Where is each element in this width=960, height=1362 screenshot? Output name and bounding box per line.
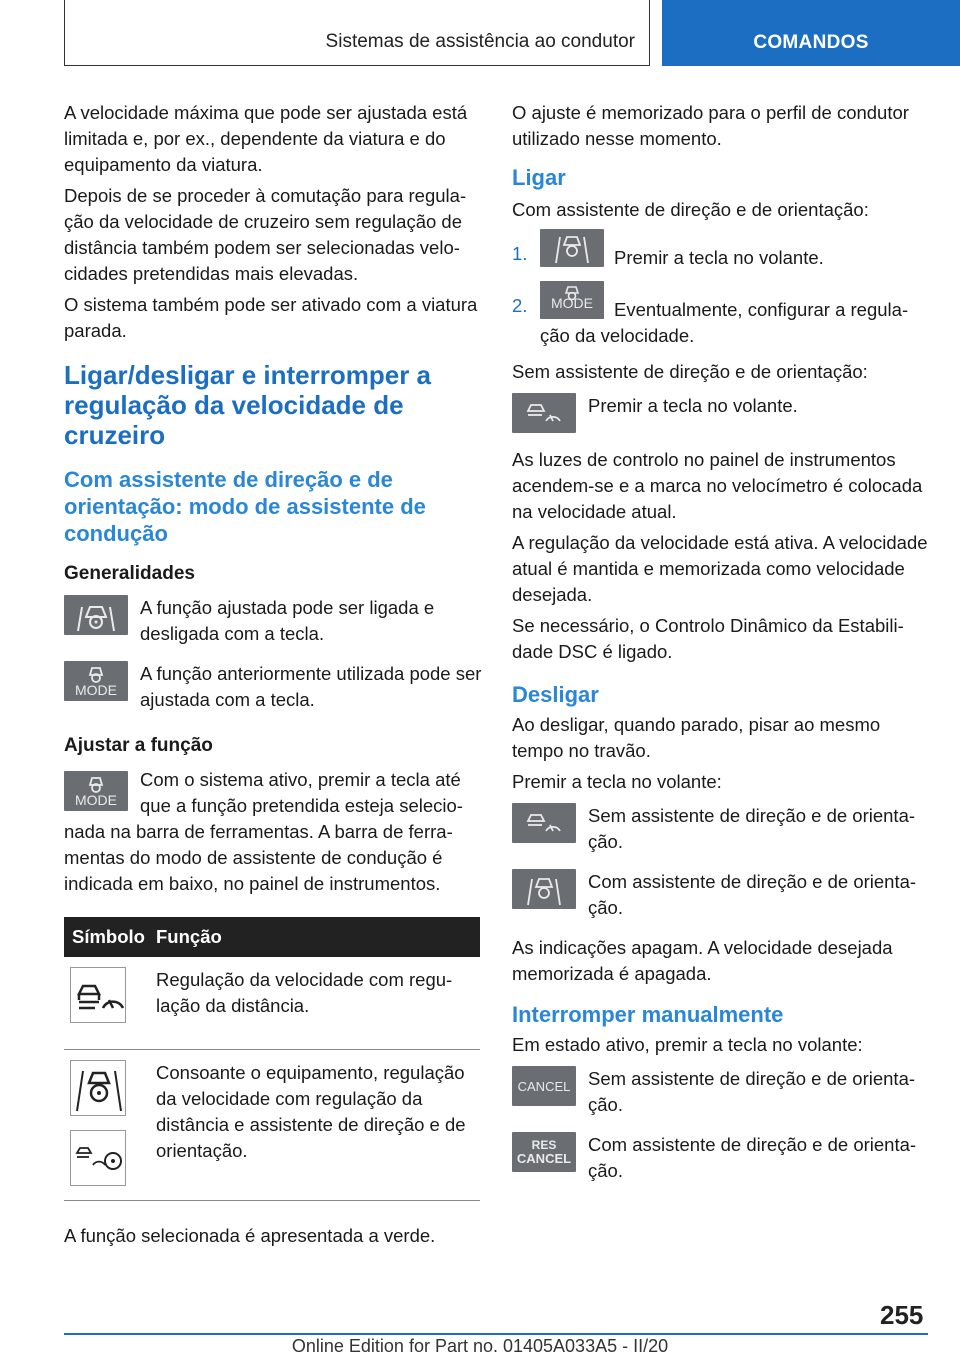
step-item: [512, 229, 928, 271]
interrupt-text: Com assistente de direção e de orientação.: [588, 1134, 917, 1181]
res-cancel-button-icon: [512, 1132, 576, 1172]
paragraph: As indicações apagam. A velocidade desejada memorizada é apagada.: [512, 937, 893, 984]
paragraph: Sem assistente de direção e de orientação:: [512, 361, 868, 382]
heading-adjust: Ajustar a função: [64, 735, 213, 756]
paragraph: O ajuste é memorizado para o perfil de condutor utilizado nesse momento.: [512, 102, 909, 149]
mode-label: MODE: [551, 295, 593, 311]
step-number: 1.: [512, 243, 528, 264]
distance-cruise-symbol-icon: [70, 967, 126, 1023]
paragraph: As luzes de controlo no painel de instrumentos acendem-se e a marca no velocímetro é colocada na velocidade atual.: [512, 449, 923, 522]
off-text: Com assistente de direção e de orientação.: [588, 871, 917, 918]
step-text: Eventualmente, configurar a regulação da velocidade.: [540, 299, 909, 346]
paragraph: A regulação da velocidade está ativa. A velocidade atual é mantida e memorizada como velocidade desejada.: [512, 532, 928, 605]
left-column: [64, 100, 482, 1254]
paragraph: A velocidade máxima que pode ser ajustada está limitada e, por ex., dependente da viatura e do equipamento da viatura.: [64, 102, 468, 175]
paragraph: Ao desligar, quando parado, pisar ao mesmo tempo no travão.: [512, 714, 881, 761]
interrupt-with-item: [512, 1132, 928, 1184]
assist-button-icon: [512, 869, 576, 909]
right-column: [512, 100, 928, 1198]
table-header: [64, 917, 480, 957]
cancel-button-icon: [512, 1066, 576, 1106]
paragraph: Em estado ativo, premir a tecla no volante:: [512, 1034, 863, 1055]
chapter-title: COMANDOS: [753, 32, 869, 53]
step-item: [512, 281, 928, 349]
off-text: Sem assistente de direção e de orientação.: [588, 805, 916, 852]
table-row: [64, 957, 480, 1050]
interrupt-text: Sem assistente de direção e de orientação.: [588, 1068, 916, 1115]
table-row: [64, 1050, 480, 1201]
mode-label: MODE: [75, 792, 117, 808]
paragraph: Com assistente de direção e de orientação:: [512, 199, 869, 220]
heading-on: Ligar: [512, 165, 566, 190]
assist-button-icon: [540, 229, 604, 267]
distance-cruise-button-icon: [512, 803, 576, 843]
off-without-item: [512, 803, 928, 855]
header-section: [64, 0, 650, 66]
on-steps: [512, 229, 928, 349]
adjust-text: Com o sistema ativo, premir a tecla até que a função pretendida esteja selecionada na barra de ferramentas. A barra de ferramentas do modo de assistente de condução é indicada em baixo, no painel de instrumentos.: [64, 769, 463, 894]
mode-button-icon: [64, 771, 128, 811]
section-title: Sistemas de assistência ao condutor: [325, 31, 635, 52]
step-number: 2.: [512, 295, 528, 316]
paragraph: Se necessário, o Controlo Dinâmico da Estabilidade DSC é ligado.: [512, 615, 904, 662]
paragraph: Premir a tecla no volante:: [512, 771, 722, 792]
function-table: [64, 917, 480, 1201]
heading-interrupt: Interromper manualmente: [512, 1002, 784, 1027]
adjust-block: [64, 767, 482, 897]
general-text: A função anteriormente utilizada pode ser ajustada com a tecla.: [140, 663, 482, 710]
function-text: Regulação da velocidade com regulação da distância.: [156, 969, 453, 1016]
assist-button-icon: [64, 595, 128, 635]
step-text: Premir a tecla no volante.: [614, 247, 824, 268]
footer-rule: [862, 1333, 928, 1335]
step-text: Premir a tecla no volante.: [588, 395, 798, 416]
interrupt-without-item: [512, 1066, 928, 1118]
section-heading: Ligar/desligar e interromper a regulação da velocidade de cruzeiro: [64, 360, 432, 450]
heading-off: Desligar: [512, 682, 599, 707]
general-item-mode: [64, 661, 482, 713]
on-without-item: [512, 393, 928, 433]
mode-label: MODE: [75, 682, 117, 698]
distance-cruise-button-icon: [512, 393, 576, 433]
general-text: A função ajustada pode ser ligada e desligada com a tecla.: [140, 597, 435, 644]
header-function: Função: [156, 926, 222, 947]
steering-wheel-symbol-icon: [70, 1130, 126, 1186]
steering-assist-symbol-icon: [70, 1060, 126, 1116]
function-text: Consoante o equipamento, regulação da velocidade com regulação da distância e assistente de direção e de orientação.: [156, 1062, 466, 1161]
cancel-label: CANCEL: [517, 1078, 571, 1094]
paragraph: O sistema também pode ser ativado com a viatura parada.: [64, 294, 478, 341]
header-symbol: Símbolo: [72, 926, 145, 947]
general-item-assist: [64, 595, 482, 647]
heading-general: Generalidades: [64, 563, 195, 584]
footer-rule: [64, 1333, 862, 1335]
res-label: RES: [531, 1138, 557, 1152]
mode-button-icon: [64, 661, 128, 701]
header-chapter: [662, 0, 960, 66]
off-with-item: [512, 869, 928, 921]
footer-edition: Online Edition for Part no. 01405A033A5 - II/20: [291, 1336, 669, 1356]
page-number: 255: [880, 1300, 924, 1330]
paragraph: A função selecionada é apresentada a verde.: [64, 1225, 436, 1246]
res-cancel-label: CANCEL: [516, 1151, 572, 1166]
paragraph: Depois de se proceder à comutação para regulação da velocidade de cruzeiro sem regulação de distância também podem ser selecionadas velocidades pretendidas mais elevadas.: [64, 185, 467, 284]
mode-button-icon: [540, 281, 604, 319]
subsection-heading: Com assistente de direção e de orientação: modo de assistente de condução: [64, 467, 426, 546]
